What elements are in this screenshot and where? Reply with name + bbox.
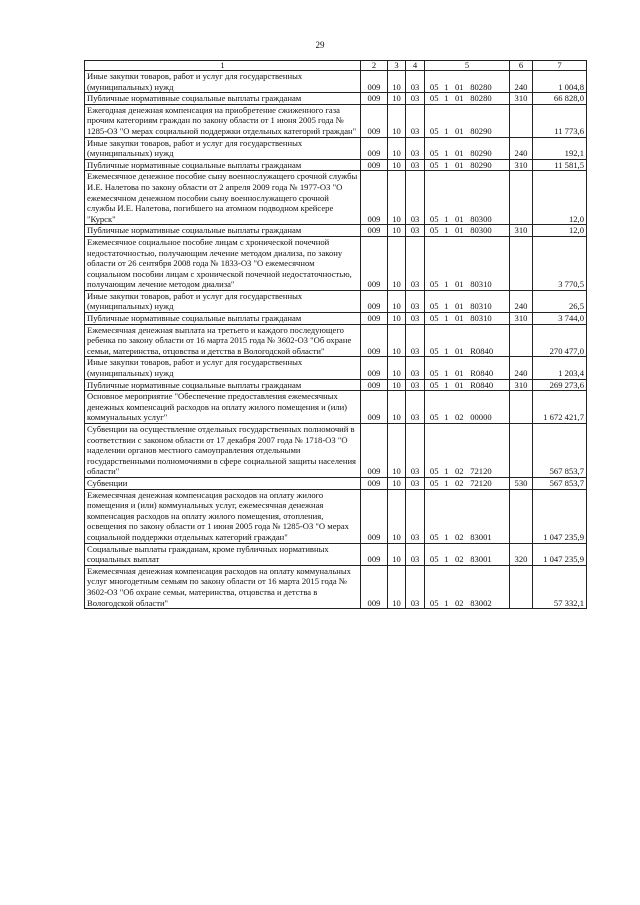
row-csr bbox=[425, 104, 510, 137]
csr-parts bbox=[427, 148, 507, 159]
row-name: Ежемесячная денежная выплата на третьего и каждого последующего ребенка по закону области от 16 марта 2015 года № 3602-ОЗ "Об охране семьи, материнства, отцовства и детства в Вологодской области" bbox=[85, 324, 361, 357]
csr-subprogram: 1 bbox=[444, 368, 449, 379]
table-row bbox=[85, 565, 587, 608]
csr-parts bbox=[427, 214, 507, 225]
csr-direction: R0840 bbox=[470, 368, 494, 379]
csr-subprogram: 1 bbox=[444, 159, 449, 170]
row-sum: 1 047 235,9 bbox=[533, 543, 587, 565]
row-vr bbox=[510, 104, 533, 137]
row-rz: 10 bbox=[388, 313, 406, 325]
row-vr: 240 bbox=[510, 137, 533, 159]
table-row bbox=[85, 225, 587, 237]
row-vr: 310 bbox=[510, 379, 533, 391]
table-row bbox=[85, 171, 587, 225]
csr-direction: 80290 bbox=[470, 159, 492, 170]
col-header-pr: 4 bbox=[406, 61, 425, 71]
row-rz: 10 bbox=[388, 565, 406, 608]
csr-subprogram: 1 bbox=[444, 466, 449, 477]
row-grbs: 009 bbox=[361, 171, 388, 225]
row-csr bbox=[425, 477, 510, 489]
row-pr: 03 bbox=[406, 225, 425, 237]
row-name: Субвенции на осуществление отдельных государственных полномочий в соответствии с законом области от 17 декабря 2007 года № 1718-ОЗ "О наделении органов местного самоуправления отдельными государственными полномочиями в сфере социальной защиты населения области" bbox=[85, 424, 361, 478]
row-pr: 03 bbox=[406, 324, 425, 357]
row-csr bbox=[425, 565, 510, 608]
csr-parts bbox=[427, 532, 507, 543]
row-csr bbox=[425, 71, 510, 93]
csr-subprogram: 1 bbox=[444, 93, 449, 104]
csr-program: 05 bbox=[429, 301, 439, 312]
row-pr: 03 bbox=[406, 71, 425, 93]
col-header-csr: 5 bbox=[425, 61, 510, 71]
csr-direction: 80300 bbox=[470, 225, 492, 236]
row-sum: 192,1 bbox=[533, 137, 587, 159]
row-pr: 03 bbox=[406, 379, 425, 391]
csr-direction: 80280 bbox=[470, 81, 492, 92]
csr-parts bbox=[427, 554, 507, 565]
csr-program: 05 bbox=[429, 159, 439, 170]
row-grbs: 009 bbox=[361, 290, 388, 312]
row-vr: 530 bbox=[510, 477, 533, 489]
row-csr bbox=[425, 424, 510, 478]
csr-subprogram: 1 bbox=[444, 213, 449, 224]
row-grbs: 009 bbox=[361, 71, 388, 93]
row-sum: 1 047 235,9 bbox=[533, 489, 587, 543]
csr-program: 05 bbox=[429, 368, 439, 379]
row-grbs: 009 bbox=[361, 236, 388, 290]
row-csr bbox=[425, 379, 510, 391]
csr-event: 01 bbox=[454, 379, 464, 390]
csr-program: 05 bbox=[429, 148, 439, 159]
col-header-grbs: 2 bbox=[361, 61, 388, 71]
row-vr bbox=[510, 489, 533, 543]
csr-program: 05 bbox=[429, 554, 439, 565]
csr-event: 02 bbox=[454, 412, 464, 423]
table-row bbox=[85, 424, 587, 478]
row-sum: 3 770,5 bbox=[533, 236, 587, 290]
row-pr: 03 bbox=[406, 565, 425, 608]
csr-event: 01 bbox=[454, 368, 464, 379]
csr-subprogram: 1 bbox=[444, 125, 449, 136]
csr-event: 01 bbox=[454, 148, 464, 159]
row-vr bbox=[510, 424, 533, 478]
col-header-name: 1 bbox=[85, 61, 361, 71]
csr-program: 05 bbox=[429, 345, 439, 356]
csr-event: 01 bbox=[454, 93, 464, 104]
row-rz: 10 bbox=[388, 71, 406, 93]
csr-program: 05 bbox=[429, 125, 439, 136]
row-name: Ежемесячная денежная компенсация расходов на оплату жилого помещения и (или) коммунальных услуг, ежемесячная денежная компенсация расходов на оплату жилого помещения, отопления, освещения по закону области от 1 июня 2005 года № 1285-ОЗ "О мерах социальной поддержки отдельных категорий граждан" bbox=[85, 489, 361, 543]
row-rz: 10 bbox=[388, 489, 406, 543]
csr-parts bbox=[427, 598, 507, 609]
csr-direction: 83001 bbox=[470, 531, 492, 542]
row-name: Основное мероприятие "Обеспечение предоставления ежемесячных денежных компенсаций расходов на оплату жилого помещения и (или) коммунальных услуг" bbox=[85, 391, 361, 424]
row-pr: 03 bbox=[406, 137, 425, 159]
csr-program: 05 bbox=[429, 93, 439, 104]
table-row bbox=[85, 159, 587, 171]
row-vr bbox=[510, 171, 533, 225]
row-vr: 240 bbox=[510, 71, 533, 93]
csr-event: 01 bbox=[454, 313, 464, 324]
csr-direction: 80310 bbox=[470, 279, 492, 290]
csr-program: 05 bbox=[429, 213, 439, 224]
row-pr: 03 bbox=[406, 104, 425, 137]
row-grbs: 009 bbox=[361, 93, 388, 105]
row-csr bbox=[425, 137, 510, 159]
col-header-rz: 3 bbox=[388, 61, 406, 71]
csr-program: 05 bbox=[429, 531, 439, 542]
row-rz: 10 bbox=[388, 236, 406, 290]
row-sum: 11 581,5 bbox=[533, 159, 587, 171]
csr-parts bbox=[427, 279, 507, 290]
row-pr: 03 bbox=[406, 391, 425, 424]
csr-direction: 80300 bbox=[470, 213, 492, 224]
row-sum: 11 773,6 bbox=[533, 104, 587, 137]
row-sum: 66 828,0 bbox=[533, 93, 587, 105]
row-csr bbox=[425, 225, 510, 237]
csr-subprogram: 1 bbox=[444, 379, 449, 390]
csr-direction: 80310 bbox=[470, 301, 492, 312]
csr-parts bbox=[427, 346, 507, 357]
row-rz: 10 bbox=[388, 357, 406, 379]
csr-program: 05 bbox=[429, 466, 439, 477]
row-pr: 03 bbox=[406, 171, 425, 225]
csr-direction: R0840 bbox=[470, 345, 494, 356]
csr-direction: 80290 bbox=[470, 125, 492, 136]
row-grbs: 009 bbox=[361, 424, 388, 478]
row-pr: 03 bbox=[406, 424, 425, 478]
csr-parts bbox=[427, 412, 507, 423]
table-row bbox=[85, 137, 587, 159]
csr-parts bbox=[427, 466, 507, 477]
csr-direction: 83001 bbox=[470, 554, 492, 565]
row-sum: 567 853,7 bbox=[533, 424, 587, 478]
csr-event: 01 bbox=[454, 279, 464, 290]
row-sum: 1 203,4 bbox=[533, 357, 587, 379]
table-row bbox=[85, 236, 587, 290]
row-rz: 10 bbox=[388, 171, 406, 225]
row-vr: 310 bbox=[510, 93, 533, 105]
budget-table bbox=[84, 60, 587, 609]
row-rz: 10 bbox=[388, 159, 406, 171]
table-row bbox=[85, 71, 587, 93]
csr-program: 05 bbox=[429, 313, 439, 324]
row-grbs: 009 bbox=[361, 225, 388, 237]
row-rz: 10 bbox=[388, 137, 406, 159]
table-row bbox=[85, 391, 587, 424]
row-pr: 03 bbox=[406, 93, 425, 105]
row-pr: 03 bbox=[406, 543, 425, 565]
csr-event: 01 bbox=[454, 345, 464, 356]
table-row bbox=[85, 313, 587, 325]
col-header-vr: 6 bbox=[510, 61, 533, 71]
csr-parts bbox=[427, 380, 507, 391]
row-grbs: 009 bbox=[361, 137, 388, 159]
table-row bbox=[85, 489, 587, 543]
csr-subprogram: 1 bbox=[444, 279, 449, 290]
row-csr bbox=[425, 290, 510, 312]
row-rz: 10 bbox=[388, 424, 406, 478]
row-vr: 310 bbox=[510, 159, 533, 171]
csr-program: 05 bbox=[429, 81, 439, 92]
row-vr bbox=[510, 565, 533, 608]
row-csr bbox=[425, 324, 510, 357]
row-name: Ежемесячное денежное пособие сыну военнослужащего срочной службы И.Е. Налетова по закону области от 2 апреля 2009 года № 1977-ОЗ "О ежемесячном денежном пособии сыну военнослужащего срочной службы И.Е. Налетова, погибшего на атомном подводном крейсере "Курск" bbox=[85, 171, 361, 225]
row-vr: 310 bbox=[510, 225, 533, 237]
csr-parts bbox=[427, 82, 507, 93]
csr-parts bbox=[427, 301, 507, 312]
header-row bbox=[85, 61, 587, 71]
row-sum: 12,0 bbox=[533, 225, 587, 237]
row-sum: 1 672 421,7 bbox=[533, 391, 587, 424]
csr-subprogram: 1 bbox=[444, 554, 449, 565]
csr-event: 01 bbox=[454, 213, 464, 224]
csr-program: 05 bbox=[429, 279, 439, 290]
table-row bbox=[85, 290, 587, 312]
csr-subprogram: 1 bbox=[444, 313, 449, 324]
csr-event: 01 bbox=[454, 301, 464, 312]
csr-event: 02 bbox=[454, 531, 464, 542]
row-grbs: 009 bbox=[361, 391, 388, 424]
csr-subprogram: 1 bbox=[444, 81, 449, 92]
row-name: Социальные выплаты гражданам, кроме публичных нормативных социальных выплат bbox=[85, 543, 361, 565]
csr-direction: 72120 bbox=[470, 466, 492, 477]
csr-program: 05 bbox=[429, 597, 439, 608]
row-grbs: 009 bbox=[361, 104, 388, 137]
row-grbs: 009 bbox=[361, 357, 388, 379]
row-grbs: 009 bbox=[361, 379, 388, 391]
row-csr bbox=[425, 93, 510, 105]
csr-direction: 80280 bbox=[470, 93, 492, 104]
row-csr bbox=[425, 313, 510, 325]
csr-program: 05 bbox=[429, 379, 439, 390]
csr-subprogram: 1 bbox=[444, 345, 449, 356]
row-grbs: 009 bbox=[361, 565, 388, 608]
row-pr: 03 bbox=[406, 236, 425, 290]
row-name: Иные закупки товаров, работ и услуг для государственных (муниципальных) нужд bbox=[85, 357, 361, 379]
row-csr bbox=[425, 489, 510, 543]
row-sum: 26,5 bbox=[533, 290, 587, 312]
row-grbs: 009 bbox=[361, 477, 388, 489]
row-rz: 10 bbox=[388, 477, 406, 489]
csr-event: 02 bbox=[454, 554, 464, 565]
row-vr bbox=[510, 391, 533, 424]
row-name: Субвенции bbox=[85, 477, 361, 489]
col-header-sum: 7 bbox=[533, 61, 587, 71]
row-sum: 12,0 bbox=[533, 171, 587, 225]
csr-parts bbox=[427, 313, 507, 324]
csr-subprogram: 1 bbox=[444, 301, 449, 312]
row-name: Иные закупки товаров, работ и услуг для государственных (муниципальных) нужд bbox=[85, 137, 361, 159]
row-vr: 310 bbox=[510, 313, 533, 325]
csr-event: 01 bbox=[454, 225, 464, 236]
csr-direction: 72120 bbox=[470, 477, 492, 488]
row-name: Ежегодная денежная компенсация на приобретение сжиженного газа прочим категориям граждан по закону области от 1 июня 2005 года № 1285-ОЗ "О мерах социальной поддержки отдельных категорий граждан" bbox=[85, 104, 361, 137]
row-sum: 1 004,8 bbox=[533, 71, 587, 93]
row-sum: 57 332,1 bbox=[533, 565, 587, 608]
row-csr bbox=[425, 391, 510, 424]
row-name: Ежемесячное социальное пособие лицам с хронической почечной недостаточностью, получающим лечение методом диализа, по закону области от 26 сентября 2008 года № 1833-ОЗ "О ежемесячном социальном пособии лицам с хронической почечной недостаточностью, получающим лечение методом диализа" bbox=[85, 236, 361, 290]
csr-event: 02 bbox=[454, 466, 464, 477]
row-sum: 3 744,0 bbox=[533, 313, 587, 325]
row-rz: 10 bbox=[388, 379, 406, 391]
row-rz: 10 bbox=[388, 391, 406, 424]
table-row bbox=[85, 93, 587, 105]
row-grbs: 009 bbox=[361, 324, 388, 357]
row-name: Публичные нормативные социальные выплаты гражданам bbox=[85, 379, 361, 391]
row-vr bbox=[510, 236, 533, 290]
csr-subprogram: 1 bbox=[444, 597, 449, 608]
row-sum: 270 477,0 bbox=[533, 324, 587, 357]
csr-event: 02 bbox=[454, 597, 464, 608]
row-vr bbox=[510, 324, 533, 357]
csr-direction: R0840 bbox=[470, 379, 494, 390]
csr-parts bbox=[427, 225, 507, 236]
row-pr: 03 bbox=[406, 290, 425, 312]
csr-parts bbox=[427, 93, 507, 104]
row-name: Публичные нормативные социальные выплаты гражданам bbox=[85, 93, 361, 105]
row-vr: 240 bbox=[510, 357, 533, 379]
csr-event: 01 bbox=[454, 159, 464, 170]
row-rz: 10 bbox=[388, 93, 406, 105]
csr-event: 01 bbox=[454, 125, 464, 136]
row-rz: 10 bbox=[388, 290, 406, 312]
row-name: Публичные нормативные социальные выплаты гражданам bbox=[85, 159, 361, 171]
row-vr: 240 bbox=[510, 290, 533, 312]
table-row bbox=[85, 324, 587, 357]
row-csr bbox=[425, 171, 510, 225]
csr-program: 05 bbox=[429, 412, 439, 423]
row-pr: 03 bbox=[406, 159, 425, 171]
row-sum: 567 853,7 bbox=[533, 477, 587, 489]
csr-program: 05 bbox=[429, 477, 439, 488]
table-row bbox=[85, 477, 587, 489]
row-pr: 03 bbox=[406, 313, 425, 325]
row-name: Публичные нормативные социальные выплаты гражданам bbox=[85, 225, 361, 237]
table-row bbox=[85, 357, 587, 379]
row-csr bbox=[425, 236, 510, 290]
row-rz: 10 bbox=[388, 104, 406, 137]
row-name: Иные закупки товаров, работ и услуг для государственных (муниципальных) нужд bbox=[85, 290, 361, 312]
row-vr: 320 bbox=[510, 543, 533, 565]
table-row bbox=[85, 379, 587, 391]
row-pr: 03 bbox=[406, 477, 425, 489]
row-pr: 03 bbox=[406, 357, 425, 379]
csr-subprogram: 1 bbox=[444, 148, 449, 159]
row-grbs: 009 bbox=[361, 313, 388, 325]
csr-direction: 80290 bbox=[470, 148, 492, 159]
csr-direction: 80310 bbox=[470, 313, 492, 324]
row-name: Публичные нормативные социальные выплаты гражданам bbox=[85, 313, 361, 325]
csr-parts bbox=[427, 368, 507, 379]
csr-subprogram: 1 bbox=[444, 477, 449, 488]
csr-parts bbox=[427, 478, 507, 489]
row-csr bbox=[425, 159, 510, 171]
row-grbs: 009 bbox=[361, 489, 388, 543]
row-rz: 10 bbox=[388, 225, 406, 237]
row-name: Ежемесячная денежная компенсация расходов на оплату коммунальных услуг многодетным семьям по закону области от 16 марта 2015 года № 3602-ОЗ "Об охране семьи, материнства, отцовства и детства в Вологодской области" bbox=[85, 565, 361, 608]
table-row bbox=[85, 104, 587, 137]
row-pr: 03 bbox=[406, 489, 425, 543]
csr-parts bbox=[427, 160, 507, 171]
table-row bbox=[85, 543, 587, 565]
csr-subprogram: 1 bbox=[444, 531, 449, 542]
csr-subprogram: 1 bbox=[444, 225, 449, 236]
csr-subprogram: 1 bbox=[444, 412, 449, 423]
csr-program: 05 bbox=[429, 225, 439, 236]
row-grbs: 009 bbox=[361, 543, 388, 565]
row-sum: 269 273,6 bbox=[533, 379, 587, 391]
row-rz: 10 bbox=[388, 543, 406, 565]
row-name: Иные закупки товаров, работ и услуг для государственных (муниципальных) нужд bbox=[85, 71, 361, 93]
row-csr bbox=[425, 357, 510, 379]
csr-event: 01 bbox=[454, 81, 464, 92]
page-number: 29 bbox=[315, 40, 325, 50]
csr-parts bbox=[427, 126, 507, 137]
csr-direction: 83002 bbox=[470, 597, 492, 608]
csr-direction: 00000 bbox=[470, 412, 492, 423]
row-grbs: 009 bbox=[361, 159, 388, 171]
csr-event: 02 bbox=[454, 477, 464, 488]
row-csr bbox=[425, 543, 510, 565]
row-rz: 10 bbox=[388, 324, 406, 357]
